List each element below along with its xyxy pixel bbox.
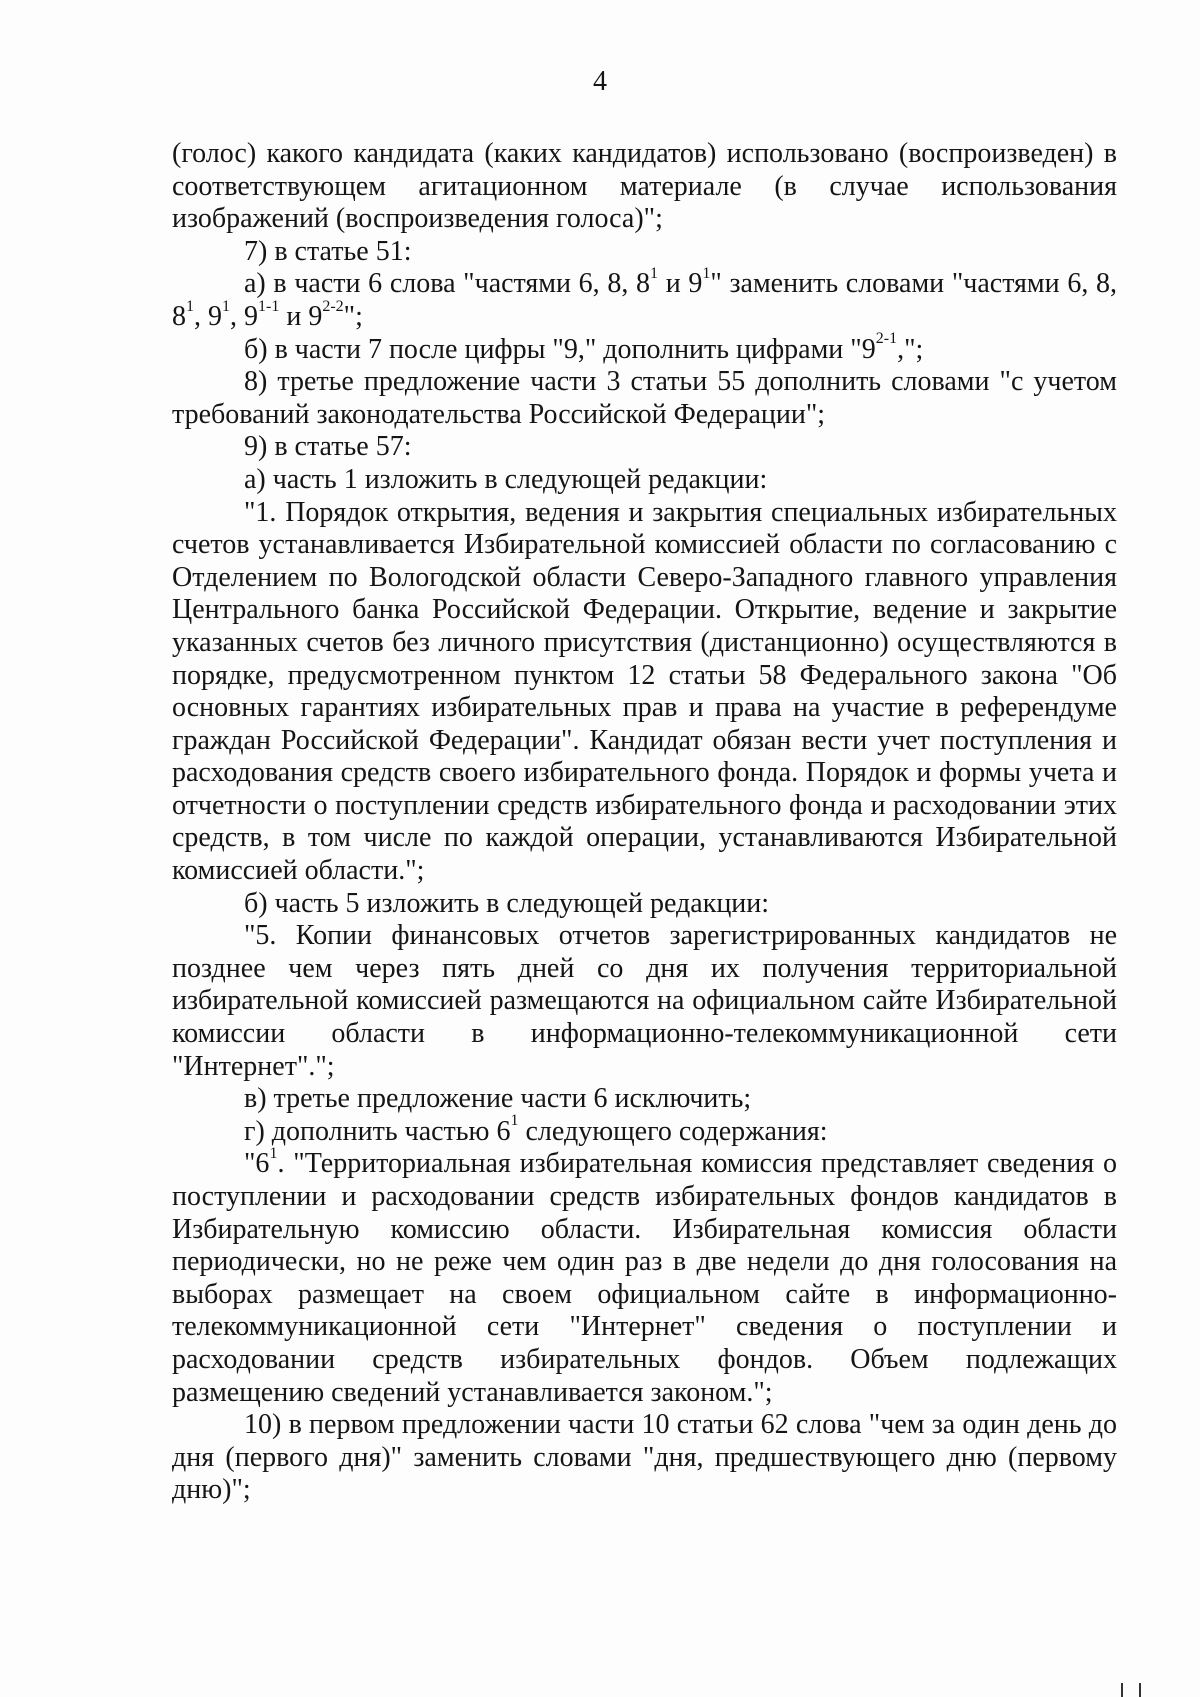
paragraph-item-7a (172, 265, 1117, 333)
text-run: , 9 (194, 300, 222, 332)
paragraph-item-9b: б) часть 5 изложить в следующей редакции: (244, 887, 770, 919)
text-run: " заменить словами "частями 6, 8, 8 (172, 268, 1117, 332)
paragraph-item-7: 7) в статье 51: (244, 235, 412, 267)
scan-mark (1139, 1683, 1141, 1697)
superscript: 1 (702, 265, 711, 283)
scan-edge-marks (1115, 1675, 1155, 1697)
paragraph-item-9a: а) часть 1 изложить в следующей редакции: (244, 463, 768, 495)
paragraph-item-7b (172, 330, 1117, 367)
text-run: следующего содержания: (518, 1115, 828, 1147)
paragraph-quote-part-5: "5. Копии финансовых отчетов зарегистрированных кандидатов не позднее чем через пять дней со дня их получения территориальной избирательной комиссией размещаются на официальном сайте Избирательной комиссии области в информационно-телекоммуникационной сети "Интернет"."; (172, 920, 1117, 1082)
text-run: ,"; (897, 333, 924, 365)
superscript: 2-2 (322, 297, 344, 315)
superscript: 1 (222, 297, 230, 315)
text-run: . "Территориальная избирательная комиссия представляет сведения о поступлении и расходовании средств избирательных фондов кандидатов в Избирательную комиссию области. Избирательная комиссия области периодически, но не реже чем один раз в две недели до дня голосования на выборах размещает на своем официальном сайте в информационно-телекоммуникационной сети "Интернет" сведения о поступлении и расходовании средств избирательных фондов. Объем подлежащих размещению сведений устанавливается законом."; (172, 1148, 1117, 1408)
superscript: 2-1 (875, 330, 898, 348)
text-run: и 9 (658, 268, 703, 300)
paragraph-item-9g (172, 1112, 1117, 1149)
text-run: г) дополнить частью 6 (244, 1115, 511, 1147)
superscript: 1 (510, 1112, 519, 1130)
text-run: , 9 (230, 300, 258, 332)
paragraph-item-10: 10) в первом предложении части 10 статьи 62 слова "чем за один день до дня (первого дня)" заменить словами "дня, предшествующего дню (первому дню)"; (172, 1409, 1117, 1506)
text-run: и 9 (279, 300, 323, 332)
superscript: 1 (186, 297, 194, 315)
paragraph-item-9: 9) в статье 57: (244, 431, 412, 463)
paragraph-quote-part-1: "1. Порядок открытия, ведения и закрытия специальных избирательных счетов устанавливается Избирательной комиссией области по согласованию с Отделением по Вологодской области Северо-Западного главного управления Центрального банка Российской Федерации. Открытие, ведение и закрытие указанных счетов без личного присутствия (дистанционно) осуществляются в порядке, предусмотренном пунктом 12 статьи 58 Федерального закона "Об основных гарантиях избирательных прав и права на участие в референдуме граждан Российской Федерации". Кандидат обязан вести учет поступления и расходования средств своего избирательного фонда. Порядок и формы учета и отчетности о поступлении средств избирательного фонда и расходовании этих средств, в том числе по каждой операции, устанавливаются Избирательной комиссией области."; (172, 496, 1117, 887)
superscript: 1-1 (258, 297, 280, 315)
scan-mark (1121, 1683, 1123, 1697)
paragraph-item-9v: в) третье предложение части 6 исключить; (244, 1083, 752, 1115)
text-run: "; (343, 300, 363, 332)
page-number: 4 (593, 66, 607, 97)
text-run: а) в части 6 слова "частями 6, 8, 8 (244, 268, 651, 300)
superscript: 1 (269, 1145, 278, 1163)
text-run: "6 (244, 1148, 270, 1180)
document-body (172, 138, 1117, 1507)
paragraph-item-8: 8) третье предложение части 3 статьи 55 дополнить словами "с учетом требований законодательства Российской Федерации"; (172, 366, 1117, 430)
superscript: 1 (650, 265, 659, 283)
text-run: б) в части 7 после цифры "9," дополнить цифрами "9 (244, 333, 876, 365)
paragraph-continuation: (голос) какого кандидата (каких кандидатов) использовано (воспроизведен) в соответствующем агитационном материале (в случае использования изображений (воспроизведения голоса)"; (172, 138, 1117, 235)
paragraph-quote-part-6-1 (172, 1145, 1117, 1409)
